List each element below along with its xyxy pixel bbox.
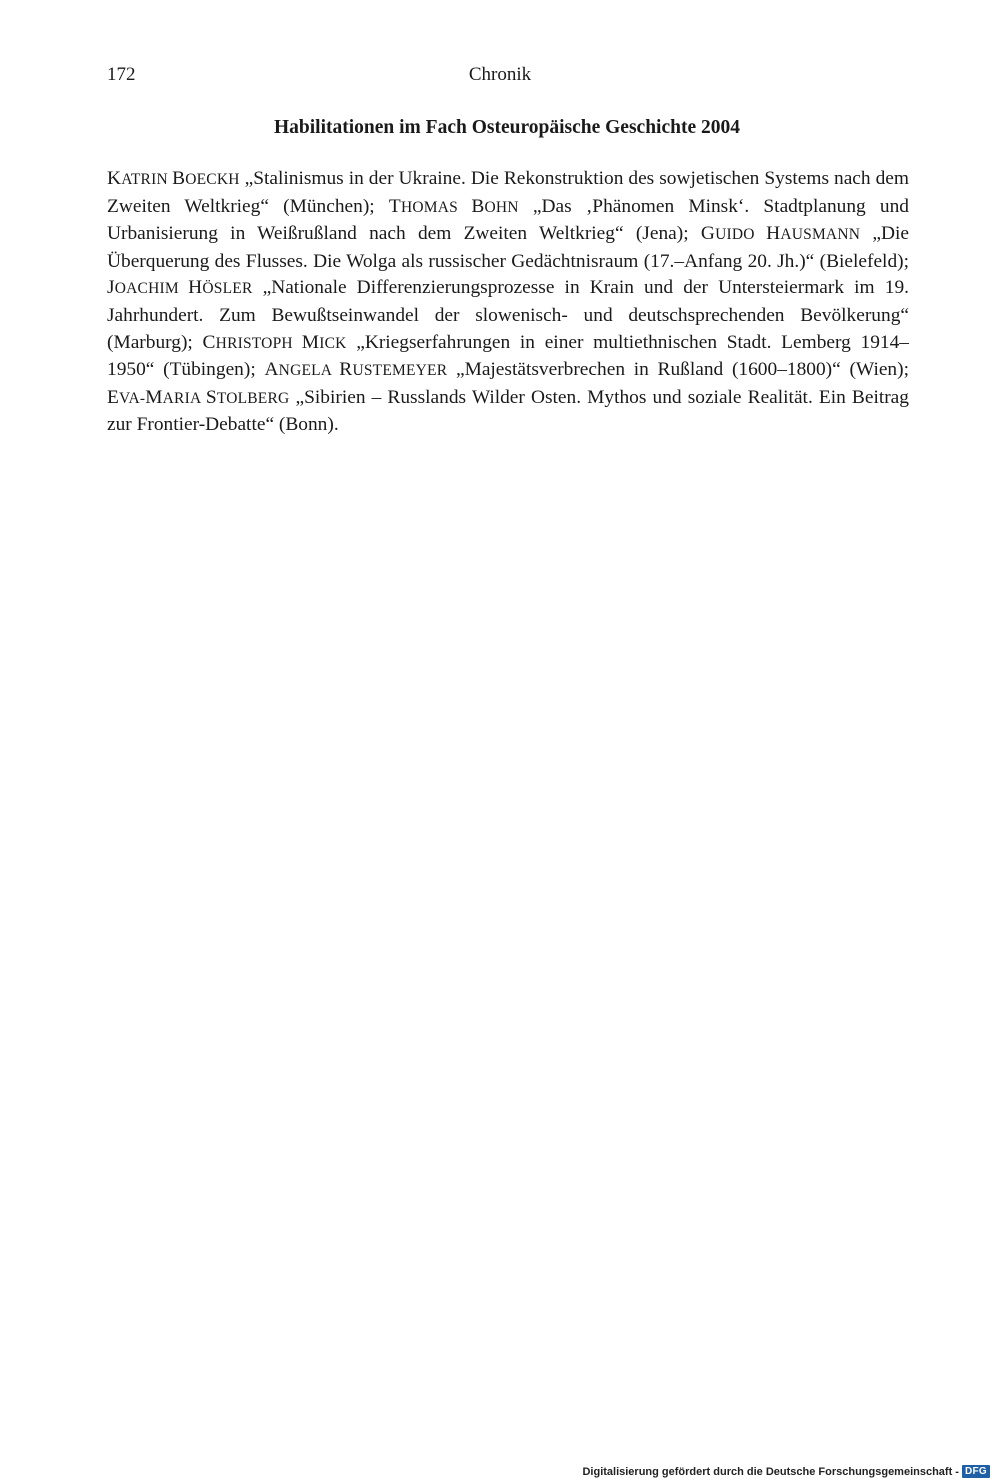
thesis-title: „Das ‚Phänomen Minsk‘. Stadtplanung und Urbanisierung in Weißrußland nach dem Zweiten Weltkrieg“ (Jena); — [107, 195, 910, 245]
page-number: 172 — [107, 64, 136, 85]
thesis-title: „Nationale Differenzierungsprozesse in Krain und der Untersteiermark im 19. Jahrhundert. Zum Bewußtseinwandel der slowenisch- und deutschsprechenden Bevölkerung“ (Marburg); — [107, 277, 909, 353]
thesis-title: „Kriegserfahrungen in einer multiethnischen Stadt. Lemberg 1914–1950“ (Tübingen); — [107, 331, 909, 381]
section-title: Habilitationen im Fach Osteuropäische Geschichte 2004 — [273, 117, 740, 138]
thesis-title: „Die Überquerung des Flusses. Die Wolga als russischer Gedächtnisraum (17.–Anfang 20. Jh.)“ (Bielefeld); — [107, 223, 909, 272]
footer-text: Digitalisierung gefördert durch die Deutsche Forschungsgemeinschaft - — [582, 1465, 959, 1478]
author-name: ANGELA RUSTEMEYER — [264, 359, 448, 381]
thesis-title: „Sibirien – Russlands Wilder Osten. Mythos und soziale Realität. Ein Beitrag zur Frontier-Debatte“ (Bonn). — [107, 386, 909, 436]
digitization-footer — [582, 1465, 990, 1478]
author-name: THOMAS BOHN — [388, 195, 519, 217]
running-head: Chronik — [468, 64, 532, 85]
thesis-title: „Majestätsverbrechen in Rußland (1600–1800)“ (Wien); — [455, 359, 909, 381]
habilitation-list — [107, 166, 909, 439]
author-name: CHRISTOPH MICK — [202, 331, 347, 353]
entry-stolberg — [107, 387, 909, 436]
author-name: JOACHIM HÖSLER — [107, 277, 253, 299]
thesis-title: „Stalinismus in der Ukraine. Die Rekonstruktion des sowjetischen Systems nach dem Zweiten Weltkrieg“ (München); — [107, 168, 909, 217]
author-name: GUIDO HAUSMANN — [700, 223, 861, 245]
dfg-logo-icon: DFG — [962, 1465, 990, 1478]
entry-rustemeyer — [264, 359, 909, 380]
author-name: KATRIN BOECKH — [107, 168, 240, 189]
author-name: EVA-MARIA STOLBERG — [107, 386, 290, 408]
